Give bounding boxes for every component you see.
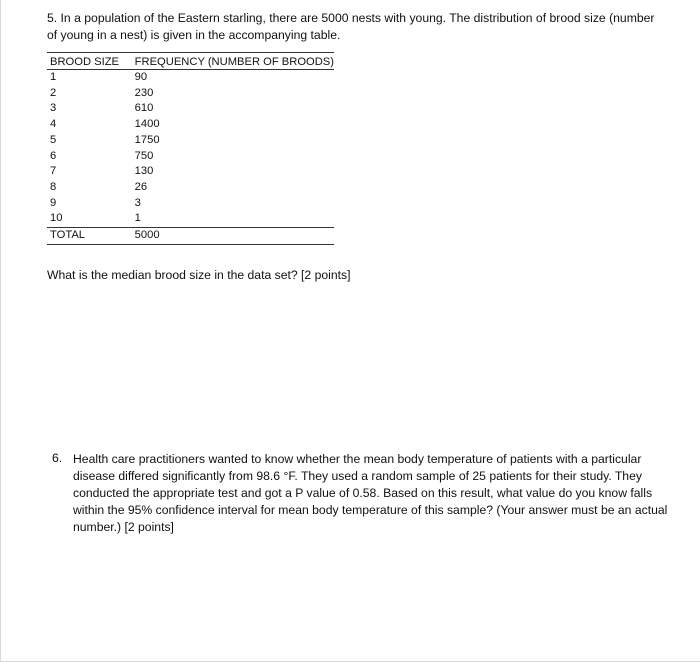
brood-size-cell: 8 [50, 180, 57, 193]
table-row [47, 133, 334, 149]
header-frequency: FREQUENCY (NUMBER OF BROODS) [127, 53, 334, 70]
total-label: TOTAL [47, 228, 127, 245]
table-row [47, 86, 334, 102]
table-row [47, 149, 334, 165]
brood-size-cell: 5 [50, 133, 57, 146]
frequency-cell: 1 [134, 212, 141, 225]
brood-size-cell: 7 [50, 165, 57, 178]
brood-size-cell: 2 [50, 86, 57, 99]
question-6-text: Health care practitioners wanted to know whether the mean body temperature of patients with a particular disease differed significantly from 98.6 °F. They used a random sample of 25 patients for their study. They conducted the appropriate test and got a P value of 0.58. Based on this result, what value do you know falls within the 95% confidence interval for mean body temperature of this sample? (Your answer must be an actual number.) [2 points] [73, 452, 668, 534]
brood-size-cell: 4 [50, 118, 57, 131]
frequency-cell: 3 [134, 196, 141, 209]
table-row [47, 211, 334, 227]
frequency-cell: 130 [134, 165, 154, 178]
header-brood-size: BROOD SIZE [47, 53, 127, 70]
brood-size-cell: 9 [50, 196, 57, 209]
frequency-cell: 1400 [134, 118, 160, 131]
median-question-text: What is the median brood size in the data set? [2 points] [47, 268, 351, 282]
question-6-number: 6. [52, 451, 63, 465]
frequency-cell: 1750 [134, 133, 160, 146]
brood-size-cell: 3 [50, 102, 57, 115]
table-row [47, 117, 334, 133]
frequency-cell: 90 [134, 71, 148, 83]
total-value: 5000 [127, 228, 334, 245]
frequency-cell: 610 [134, 102, 154, 115]
table-total-row [47, 228, 334, 245]
brood-size-cell: 6 [50, 149, 57, 162]
table-row [47, 70, 334, 86]
frequency-cell: 26 [134, 180, 148, 193]
frequency-cell: 230 [134, 86, 154, 99]
table-row [47, 180, 334, 196]
table-header-row [47, 53, 334, 70]
brood-size-cell: 10 [50, 212, 63, 225]
frequency-cell: 750 [134, 149, 154, 162]
brood-size-cell: 1 [50, 71, 57, 83]
brood-size-table [47, 52, 334, 245]
table-row [47, 101, 334, 117]
table-row [47, 164, 334, 180]
question-5-text: 5. In a population of the Eastern starling, there are 5000 nests with young. The distribution of brood size (number of young in a nest) is given in the accompanying table. [47, 11, 655, 42]
table-row [47, 196, 334, 212]
